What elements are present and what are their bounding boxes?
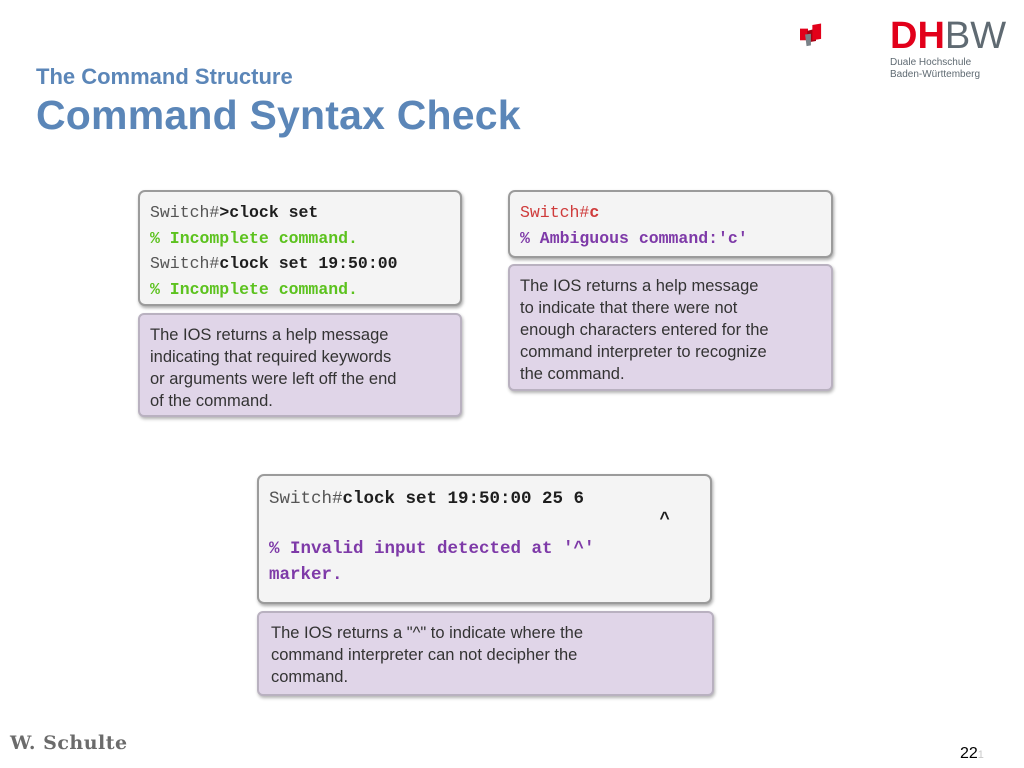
terminal-line: Switch#c	[520, 203, 600, 222]
terminal-message: % Invalid input detected at '^'	[269, 539, 595, 559]
logo-line-1: Duale Hochschule	[890, 57, 972, 68]
page-number: 221	[960, 745, 984, 762]
note-line: of the command.	[150, 392, 273, 410]
note-line: The IOS returns a "^" to indicate where the	[271, 624, 584, 642]
terminal-message: % Incomplete command.	[150, 279, 358, 299]
note-line: command.	[271, 668, 349, 686]
terminal-box-ambiguous	[508, 190, 833, 258]
note-line: The IOS returns a help message	[150, 326, 389, 344]
note-line: command interpreter to recognize	[520, 343, 767, 361]
terminal-message: % Incomplete command.	[150, 228, 358, 248]
logo-wordmark: DHBW	[890, 15, 1007, 57]
terminal-box-incomplete	[138, 190, 462, 306]
note-line: indicating that required keywords	[150, 348, 392, 366]
terminal-line: Switch#clock set 19:50:00	[150, 254, 398, 273]
slide-subtitle: The Command Structure	[36, 64, 293, 89]
note-box-invalid	[257, 611, 714, 696]
terminal-line: Switch#clock set 19:50:00 25 6	[269, 489, 585, 509]
terminal-box-invalid	[257, 474, 712, 604]
note-line: command interpreter can not decipher the	[271, 646, 578, 664]
slide-title: Command Syntax Check	[36, 92, 521, 138]
terminal-message: % Ambiguous command:'c'	[520, 228, 748, 248]
note-line: or arguments were left off the end	[150, 370, 397, 388]
terminal-message: marker.	[269, 565, 343, 585]
note-box-ambiguous	[508, 264, 833, 391]
note-box-incomplete	[138, 313, 462, 417]
note-line: enough characters entered for the	[520, 321, 769, 339]
dhbw-logo-icon	[800, 6, 880, 68]
terminal-line: Switch#>clock set	[150, 203, 319, 222]
note-line: to indicate that there were not	[520, 299, 738, 317]
author-name: W. Schulte	[10, 732, 128, 754]
error-caret: ^	[659, 510, 670, 530]
note-line: the command.	[520, 365, 625, 383]
note-line: The IOS returns a help message	[520, 277, 759, 295]
logo-line-2: Baden-Württemberg	[890, 69, 981, 80]
